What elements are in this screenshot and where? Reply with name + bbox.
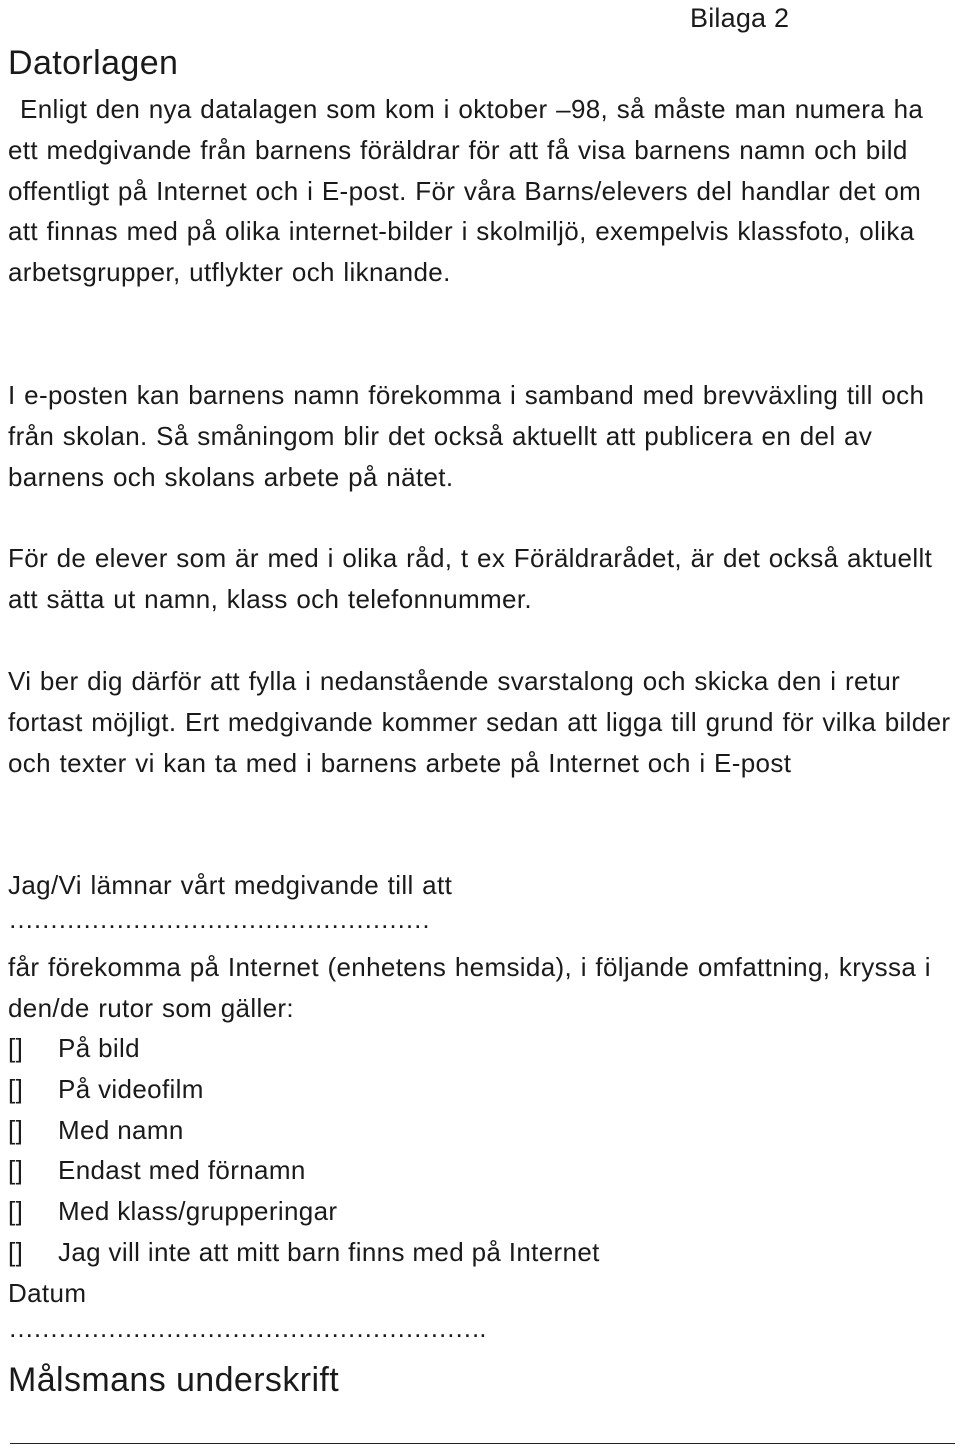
page-title: Datorlagen xyxy=(8,44,179,82)
request-paragraph: Vi ber dig därför att fylla i nedanstående svarstalong och skicka den i retur fortast möjligt. Ert medgivande kommer sedan att ligga till grund för vilka bilder och texter vi kan ta med i barnens arbete på Internet och i E-post xyxy=(8,666,951,778)
option-video-checkbox[interactable]: [] xyxy=(8,1073,24,1104)
option-name-label: Med namn xyxy=(58,1114,184,1145)
option-first-name-label: Endast med förnamn xyxy=(58,1155,306,1186)
option-opt-out-checkbox[interactable]: [] xyxy=(8,1236,24,1267)
child-name-blank[interactable]: …………………………………………… xyxy=(8,904,430,934)
option-name-checkbox[interactable]: [] xyxy=(8,1114,24,1145)
consent-scope: får förekomma på Internet (enhetens hemsida), i följande omfattning, kryssa i den/de rutor som gäller: xyxy=(8,952,931,1023)
option-video-label: På videofilm xyxy=(58,1073,204,1104)
consent-options xyxy=(8,1028,600,1273)
signature-label: Målsmans underskrift xyxy=(8,1361,340,1399)
council-paragraph: För de elever som är med i olika råd, t ex Föräldrarådet, är det också aktuellt att sätta ut namn, klass och telefonnummer. xyxy=(8,543,933,614)
option-name xyxy=(8,1110,600,1151)
intro-paragraph xyxy=(8,89,953,293)
date-blank[interactable]: …………………………………………………. xyxy=(8,1313,486,1343)
option-class-groups xyxy=(8,1191,600,1232)
option-video xyxy=(8,1069,600,1110)
date-label: Datum xyxy=(8,1278,87,1308)
appendix-label: Bilaga 2 xyxy=(690,3,790,33)
option-photo xyxy=(8,1028,600,1069)
option-first-name-checkbox[interactable]: [] xyxy=(8,1155,24,1186)
consent-intro: Jag/Vi lämnar vårt medgivande till att xyxy=(8,870,453,900)
email-paragraph: I e-posten kan barnens namn förekomma i samband med brevväxling till och från skolan. Så småningom blir det också aktuellt att publicera en del av barnens och skolans arbete på nätet. xyxy=(8,380,925,492)
option-photo-checkbox[interactable]: [] xyxy=(8,1033,24,1063)
option-opt-out-label: Jag vill inte att mitt barn finns med på Internet xyxy=(58,1236,600,1267)
option-photo-label: På bild xyxy=(58,1033,140,1063)
option-first-name xyxy=(8,1150,600,1191)
option-class-groups-checkbox[interactable]: [] xyxy=(8,1196,24,1227)
intro-paragraph-text: Enligt den nya datalagen som kom i oktober –98, så måste man numera ha ett medgivande från barnens föräldrar för att få visa barnens namn och bild offentligt på Internet och i E-post. För våra Barns/elevers del handlar det om att finnas med på olika internet-bilder i skolmiljö, exempelvis klassfoto, olika arbetsgrupper, utflykter och liknande. xyxy=(8,94,924,288)
option-opt-out xyxy=(8,1232,600,1273)
signature-line[interactable] xyxy=(10,1443,955,1444)
option-class-groups-label: Med klass/grupperingar xyxy=(58,1196,338,1227)
